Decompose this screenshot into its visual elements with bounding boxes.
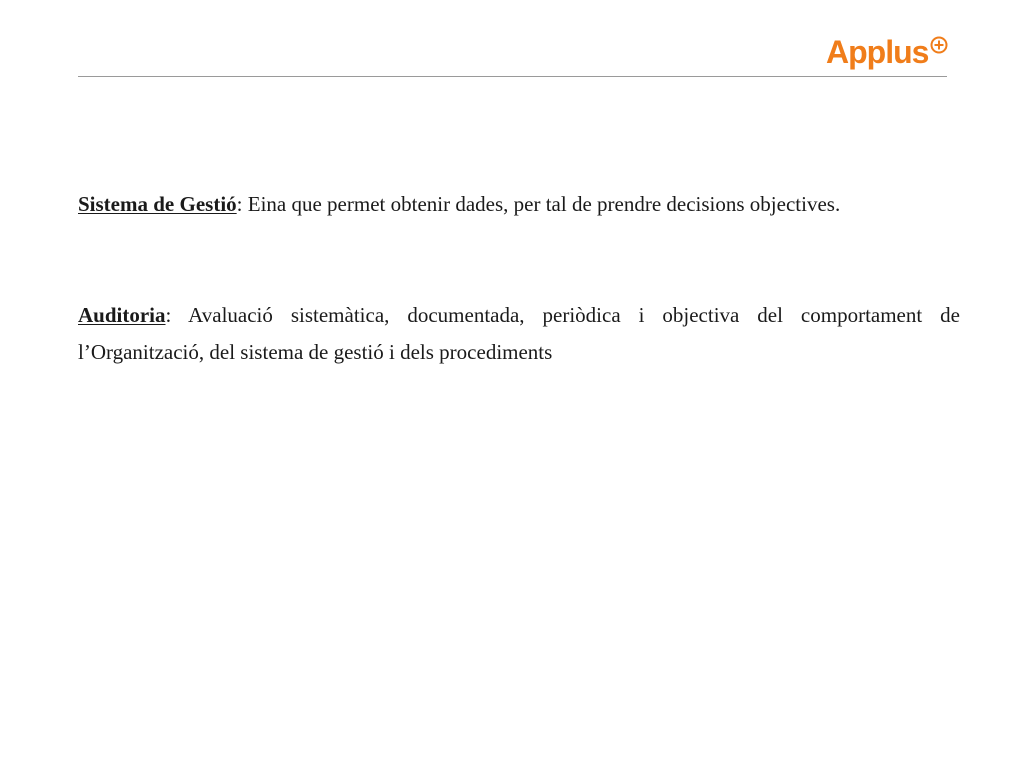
plus-circle-icon (930, 36, 948, 59)
term-separator: : (165, 303, 172, 327)
header-divider (78, 76, 947, 77)
term-separator: : (236, 192, 243, 216)
term-sistema-de-gestio: Sistema de Gestió (78, 192, 237, 216)
definition-text: Eina que permet obtenir dades, per tal de prendre decisions objectives. (242, 192, 841, 216)
applus-logo (826, 34, 948, 74)
slide-content (78, 186, 960, 371)
definition-text: Avaluació sistemàtica, documentada, periòdica i objectiva del comportament de l’Organització, del sistema de gestió i dels procediments (78, 303, 960, 364)
definition-auditoria (78, 297, 960, 371)
definition-sistema-de-gestio (78, 186, 856, 223)
term-auditoria: Auditoria (78, 303, 166, 327)
logo-wordmark: Applus (826, 34, 929, 70)
